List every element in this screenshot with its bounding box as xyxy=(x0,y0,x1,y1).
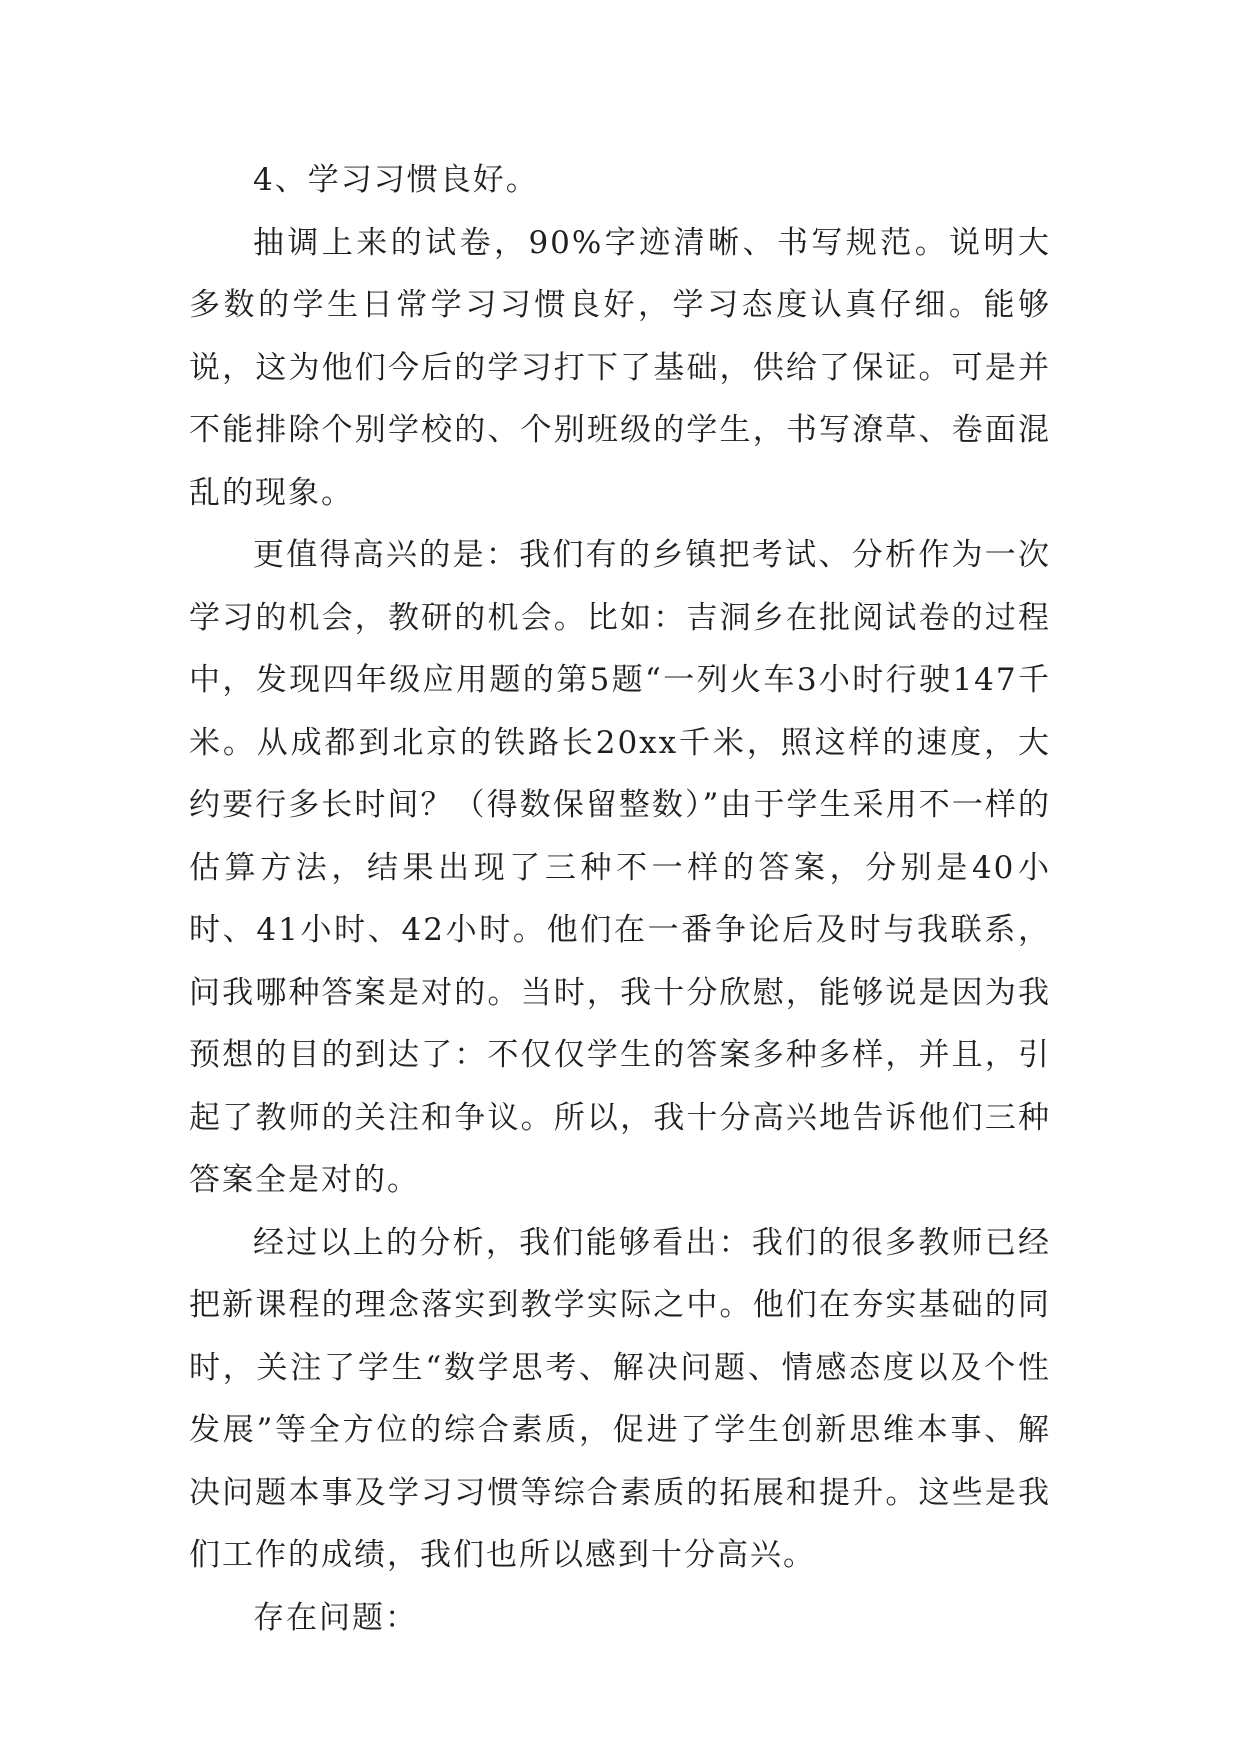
paragraph-analysis-summary: 经过以上的分析，我们能够看出：我们的很多教师已经把新课程的理念落实到教学实际之中。他们在夯实基础的同时，关注了学生“数学思考、解决问题、情感态度以及个性发展”等全方位的综合素质，促进了学生创新思维本事、解决问题本事及学习习惯等综合素质的拓展和提升。这些是我们工作的成绩，我们也所以感到十分高兴。 xyxy=(189,1224,1051,1573)
paragraph-existing-problems: 存在问题： xyxy=(253,1599,418,1636)
paragraph-township-example: 更值得高兴的是：我们有的乡镇把考试、分析作为一次学习的机会，教研的机会。比如：吉洞乡在批阅试卷的过程中，发现四年级应用题的第5题“一列火车3小时行驶147千米。从成都到北京的铁路长20xx千米，照这样的速度，大约要行多长时间？（得数保留整数）”由于学生采用不一样的估算方法，结果出现了三种不一样的答案，分别是40小时、41小时、42小时。他们在一番争论后及时与我联系，问我哪种答案是对的。当时，我十分欣慰，能够说是因为我预想的目的到达了：不仅仅学生的答案多种多样，并且，引起了教师的关注和争议。所以，我十分高兴地告诉他们三种答案全是对的。 xyxy=(189,537,1051,1198)
paragraph-handwriting: 抽调上来的试卷，90%字迹清晰、书写规范。说明大多数的学生日常学习习惯良好，学习态度认真仔细。能够说，这为他们今后的学习打下了基础，供给了保证。可是并不能排除个别学校的、个别班级的学生，书写潦草、卷面混乱的现象。 xyxy=(189,224,1051,511)
document-body xyxy=(189,149,1051,1649)
paragraph-study-habits-heading: 4、学习习惯良好。 xyxy=(253,162,539,198)
